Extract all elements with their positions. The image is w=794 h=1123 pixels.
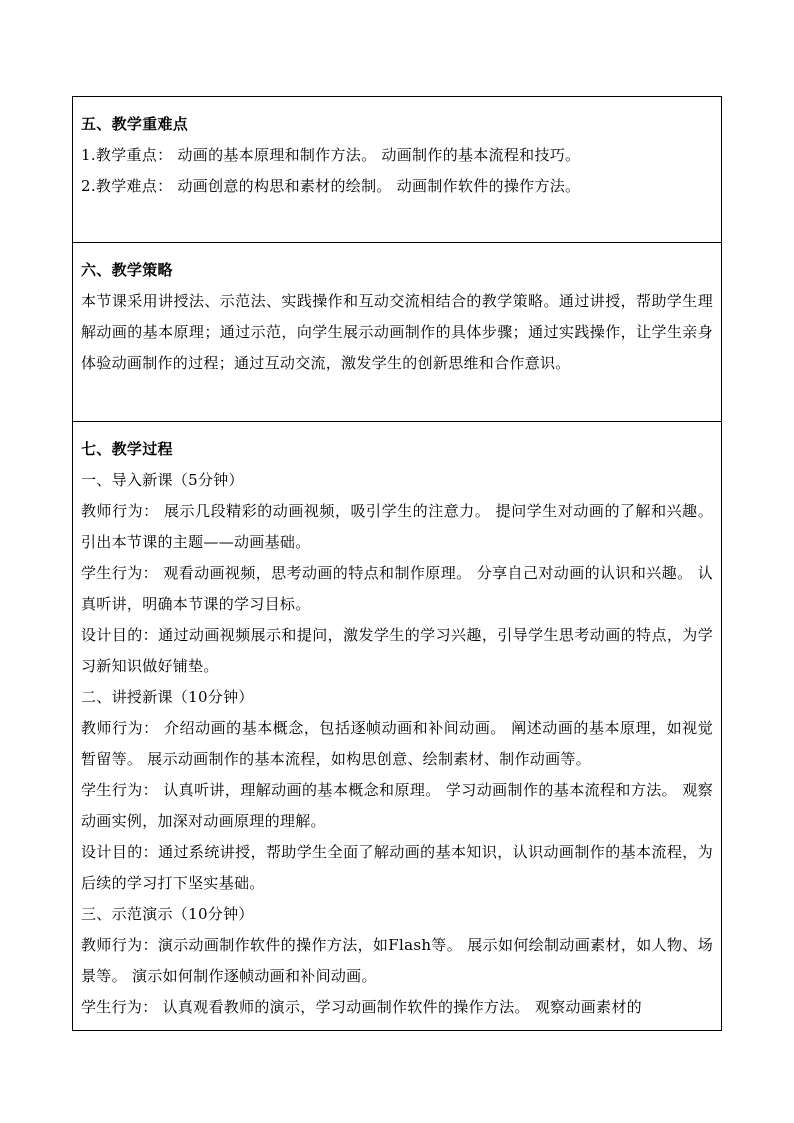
section-title: 七、教学过程 xyxy=(81,440,173,458)
section-difficulties-cell xyxy=(73,97,722,243)
difficult-point-line: 2.教学难点： 动画创意的构思和素材的绘制。 动画制作软件的操作方法。 xyxy=(81,177,581,195)
section-strategy-row xyxy=(73,243,722,422)
key-point-line: 1.教学重点： 动画的基本原理和制作方法。 动画制作的基本流程和技巧。 xyxy=(81,146,581,164)
lesson-plan-table xyxy=(72,96,722,1031)
section-process-row xyxy=(73,422,722,1031)
student-behavior: 学生行为： 观看动画视频，思考动画的特点和制作原理。 分享自己对动画的认识和兴趣。 认真听讲，明确本节课的学习目标。 xyxy=(81,564,713,613)
section-difficulties-row xyxy=(73,97,722,243)
part-heading: 一、导入新课（5分钟） xyxy=(81,471,244,489)
part-heading: 三、示范演示（10分钟） xyxy=(81,905,254,923)
student-behavior: 学生行为： 认真观看教师的演示，学习动画制作软件的操作方法。 观察动画素材的 xyxy=(81,998,642,1016)
design-purpose: 设计目的：通过动画视频展示和提问，激发学生的学习兴趣，引导学生思考动画的特点，为学习新知识做好铺垫。 xyxy=(81,626,713,675)
design-purpose: 设计目的：通过系统讲授，帮助学生全面了解动画的基本知识，认识动画制作的基本流程，为后续的学习打下坚实基础。 xyxy=(81,843,713,892)
teacher-behavior: 教师行为： 展示几段精彩的动画视频，吸引学生的注意力。 提问学生对动画的了解和兴趣。 引出本节课的主题——动画基础。 xyxy=(81,502,713,551)
student-behavior: 学生行为： 认真听讲，理解动画的基本概念和原理。 学习动画制作的基本流程和方法。 观察动画实例，加深对动画原理的理解。 xyxy=(81,781,713,830)
section-title: 五、教学重难点 xyxy=(81,115,189,133)
teacher-behavior: 教师行为：演示动画制作软件的操作方法，如Flash等。 展示如何绘制动画素材，如人物、场景等。 演示如何制作逐帧动画和补间动画。 xyxy=(81,936,713,985)
section-strategy-cell xyxy=(73,243,722,422)
part-heading: 二、讲授新课（10分钟） xyxy=(81,688,254,706)
section-title: 六、教学策略 xyxy=(81,261,173,279)
strategy-paragraph: 本节课采用讲授法、示范法、实践操作和互动交流相结合的教学策略。通过讲授，帮助学生理解动画的基本原理；通过示范，向学生展示动画制作的具体步骤；通过实践操作，让学生亲身体验动画制作的过程；通过互动交流，激发学生的创新思维和合作意识。 xyxy=(81,292,713,372)
teacher-behavior: 教师行为： 介绍动画的基本概念，包括逐帧动画和补间动画。 阐述动画的基本原理，如视觉暂留等。 展示动画制作的基本流程，如构思创意、绘制素材、制作动画等。 xyxy=(81,719,713,768)
section-process-cell xyxy=(73,422,722,1031)
